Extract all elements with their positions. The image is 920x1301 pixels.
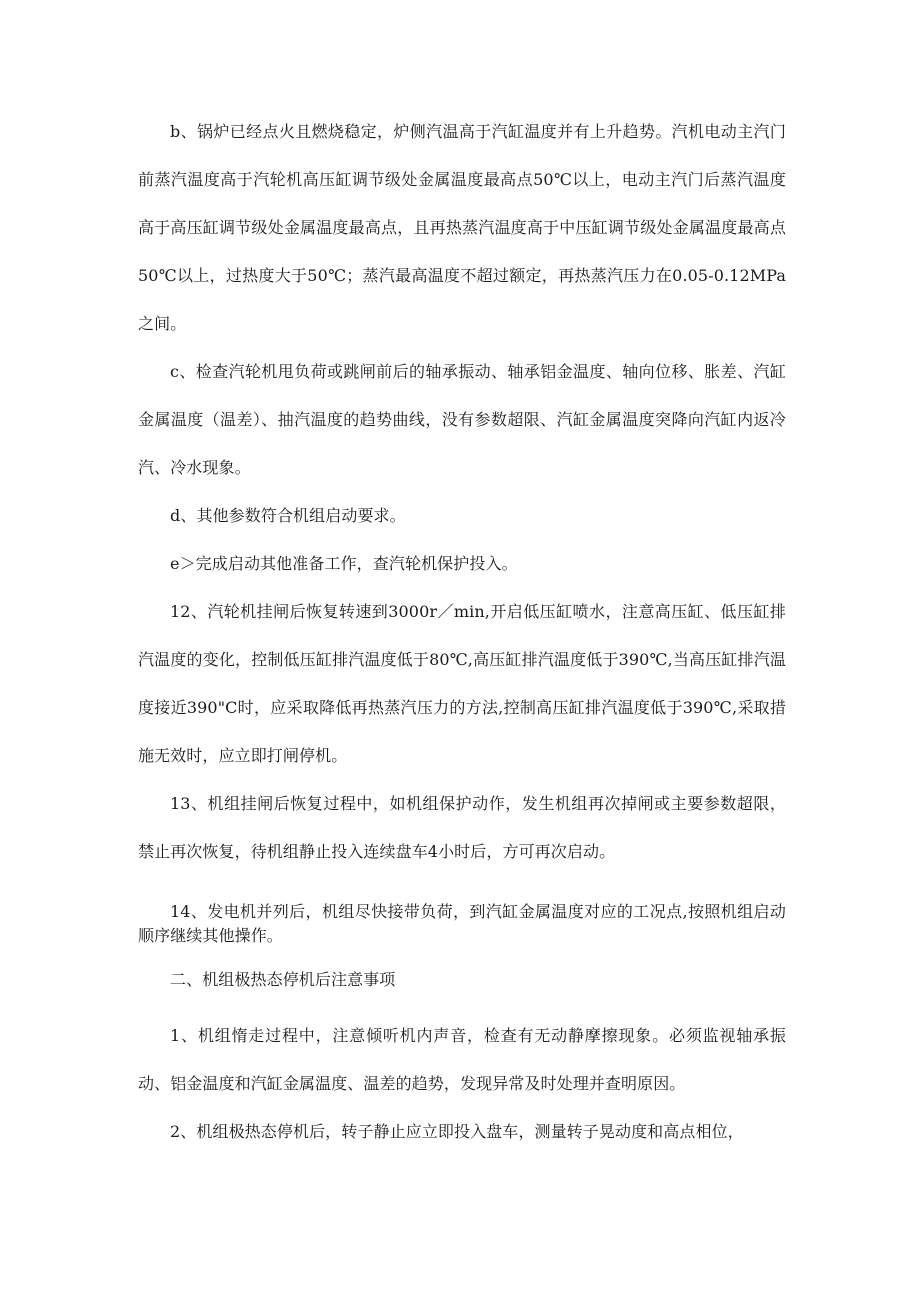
paragraph-c: c、检查汽轮机甩负荷或跳闸前后的轴承振动、轴承铝金温度、轴向位移、胀差、汽缸金属温度（温差）、抽汽温度的趋势曲线，没有参数超限、汽缸金属温度突降向汽缸内返冷汽、冷水现象。 <box>138 362 786 477</box>
paragraph-12: 12、汽轮机挂闸后恢复转速到3000r／min,开启低压缸喷水，注意高压缸、低压缸排汽温度的变化，控制低压缸排汽温度低于80℃,高压缸排汽温度低于390℃,当高压缸排汽温度接近390"C时，应采取降低再热蒸汽压力的方法,控制高压缸排汽温度低于390℃,采取措施无效时，应立即打闸停机。 <box>138 602 786 765</box>
paragraph-d: d、其他参数符合机组启动要求。 <box>170 506 406 525</box>
paragraph-e: e＞完成启动其他准备工作，查汽轮机保护投入。 <box>170 554 518 573</box>
paragraph-13: 13、机组挂闸后恢复过程中，如机组保护动作，发生机组再次掉闸或主要参数超限，禁止再次恢复，待机组静止投入连续盘车4小时后，方可再次启动。 <box>138 794 786 861</box>
paragraph-b: b、锅炉已经点火且燃烧稳定，炉侧汽温高于汽缸温度并有上升趋势。汽机电动主汽门前蒸汽温度高于汽轮机高压缸调节级处金属温度最高点50℃以上，电动主汽门后蒸汽温度高于高压缸调节级处金属温度最高点，且再热蒸汽温度高于中压缸调节级处金属温度最高点50℃以上，过热度大于50℃；蒸汽最高温度不超过额定，再热蒸汽压力在0.05-0.12MPa之间。 <box>138 122 786 333</box>
paragraph-14: 14、发电机并列后，机组尽快接带负荷，到汽缸金属温度对应的工况点,按照机组启动顺序继续其他操作。 <box>138 902 786 945</box>
section-heading-shutdown: 二、机组极热态停机后注意事项 <box>170 970 396 989</box>
paragraph-1: 1、机组惰走过程中，注意倾听机内声音，检查有无动静摩擦现象。必须监视轴承振动、铝金温度和汽缸金属温度、温差的趋势，发现异常及时处理并查明原因。 <box>138 1026 786 1093</box>
paragraph-2: 2、机组极热态停机后，转子静止应立即投入盘车，测量转子晃动度和高点相位， <box>170 1122 744 1141</box>
